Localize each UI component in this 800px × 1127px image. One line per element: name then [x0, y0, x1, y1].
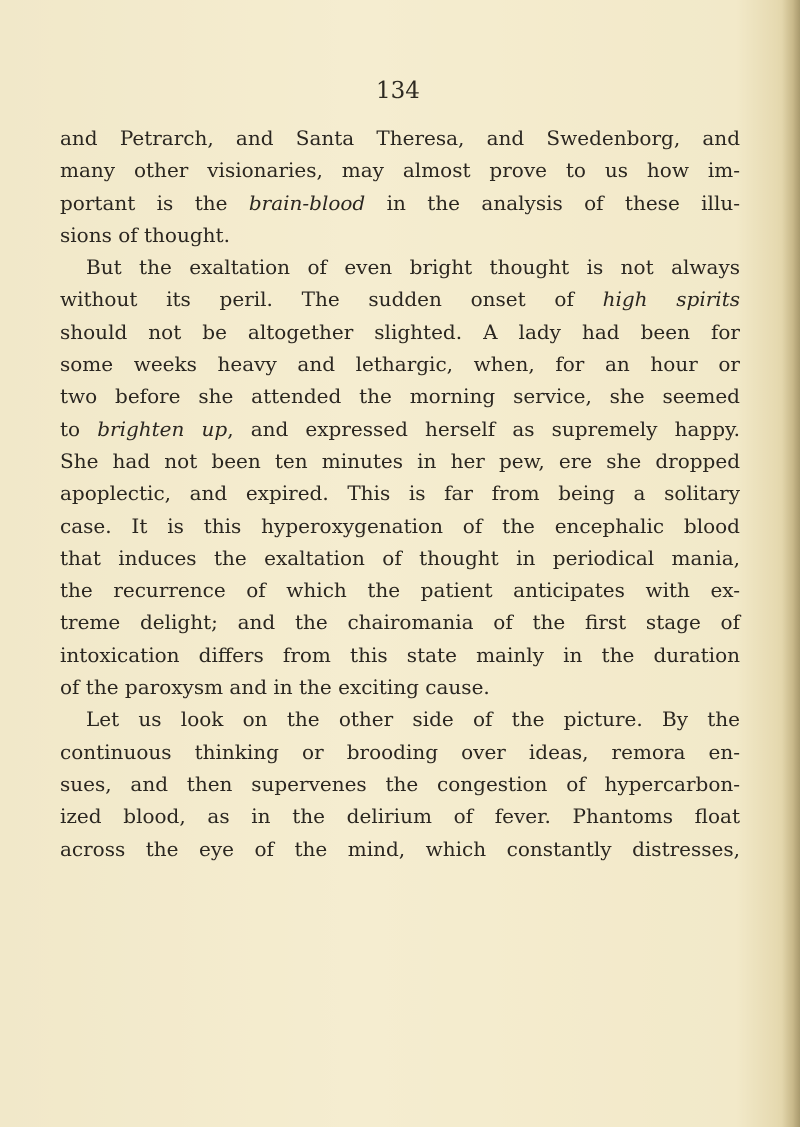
page-number: 134 — [376, 78, 420, 104]
text-line: many other visionaries, may almost prove to us how im- — [60, 158, 740, 183]
text-line: the recurrence of which the patient anticipates with ex- — [60, 578, 740, 603]
text-line: Let us look on the other side of the picture. By the — [86, 707, 740, 732]
text-line: across the eye of the mind, which constantly distresses, — [60, 836, 740, 861]
text-line: apoplectic, and expired. This is far from being a solitary — [60, 481, 740, 506]
text-line: some weeks heavy and lethargic, when, for an hour or — [60, 352, 740, 377]
text-line: intoxication differs from this state mainly in the duration — [60, 642, 740, 667]
italic-phrase: high spirits — [602, 287, 740, 312]
text-line: sues, and then supervenes the congestion of hypercarbon- — [60, 771, 740, 796]
text-line: case. It is this hyperoxygenation of the encephalic blood — [60, 513, 740, 538]
text-line: But the exaltation of even bright thought is not always — [86, 255, 740, 280]
text-line: that induces the exaltation of thought in periodical mania, — [60, 545, 740, 570]
text-line: to brighten up, and expressed herself as supremely happy. — [60, 416, 741, 441]
text-line: without its peril. The sudden onset of high spirits — [60, 287, 740, 312]
italic-phrase: brain-blood — [248, 190, 366, 215]
text-line: ized blood, as in the delirium of fever. Phantoms float — [60, 804, 740, 829]
text-line: She had not been ten minutes in her pew, ere she dropped — [60, 448, 740, 473]
text-line: two before she attended the morning service, she seemed — [60, 384, 740, 409]
text-line: sions of thought. — [60, 222, 230, 247]
page-edge-shadow — [782, 0, 800, 1127]
text-line: and Petrarch, and Santa Theresa, and Swedenborg, and — [60, 126, 740, 150]
text-line: treme delight; and the chairomania of the first stage of — [60, 610, 740, 635]
text-line: should not be altogether slighted. A lady had been for — [60, 319, 740, 344]
text-line: portant is the brain-blood in the analysis of these illu- — [60, 190, 740, 215]
text-line: of the paroxysm and in the exciting cause. — [60, 675, 490, 700]
italic-phrase: brighten up — [97, 416, 228, 441]
text-line: continuous thinking or brooding over ideas, remora en- — [60, 739, 740, 764]
body-text — [60, 122, 740, 865]
